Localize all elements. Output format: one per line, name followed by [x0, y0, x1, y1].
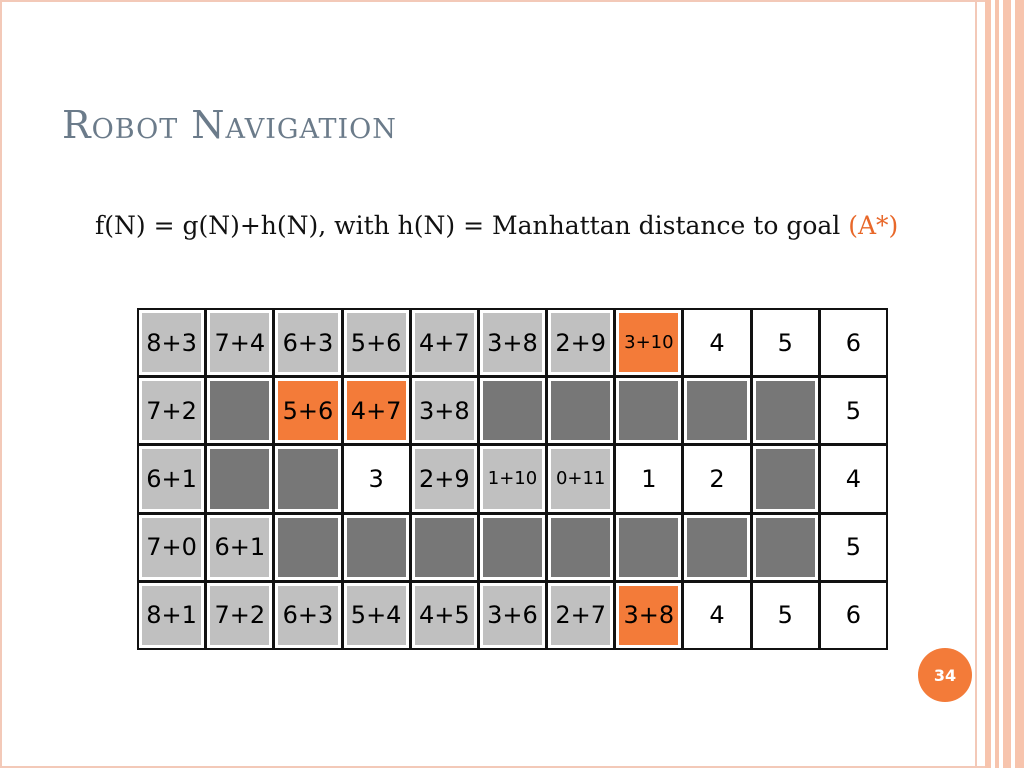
grid-cell-value: 5+4: [347, 586, 406, 645]
grid-cell-value: [687, 381, 746, 440]
decorative-stripes: [985, 0, 1024, 768]
grid-cell-value: 2+9: [551, 313, 610, 372]
grid-cell-value: 4: [687, 586, 746, 645]
grid-cell: [480, 310, 545, 375]
grid-cell: [616, 378, 681, 443]
grid-cell-value: 6+1: [142, 449, 201, 508]
grid-cell-value: 3+8: [483, 313, 542, 372]
grid-cell-value: 4+7: [347, 381, 406, 440]
subtitle-text: f(N) = g(N)+h(N), with h(N) = Manhattan distance to goal: [95, 211, 841, 240]
grid-cell: [480, 446, 545, 511]
grid-cell: [207, 378, 272, 443]
grid-cell-value: 0+11: [551, 449, 610, 508]
grid-cell: [684, 310, 749, 375]
grid-cell-value: 7+2: [142, 381, 201, 440]
grid-cell-value: 8+3: [142, 313, 201, 372]
grid-cell-value: 6+3: [278, 313, 337, 372]
grid-cell: [616, 446, 681, 511]
grid-cell: [548, 583, 613, 648]
stripe: [1015, 0, 1024, 768]
grid-cell-value: [756, 518, 815, 577]
grid-cell: [139, 583, 204, 648]
grid-cell-value: [347, 518, 406, 577]
grid-cell: [412, 310, 477, 375]
grid-cell-value: 1: [619, 449, 678, 508]
grid-cell-value: 3+10: [619, 313, 678, 372]
grid-cell: [821, 583, 886, 648]
grid-cell: [821, 310, 886, 375]
frame-top: [0, 0, 985, 2]
grid-cell: [616, 310, 681, 375]
grid-cell-value: [483, 381, 542, 440]
grid-cell: [207, 310, 272, 375]
grid-cell: [684, 583, 749, 648]
grid-cell: [480, 515, 545, 580]
slide-title: Robot Navigation: [62, 103, 397, 147]
subtitle: [95, 208, 945, 244]
grid-cell: [139, 515, 204, 580]
grid-cell-value: 4+7: [415, 313, 474, 372]
grid-cell: [344, 583, 409, 648]
grid-cell: [344, 310, 409, 375]
grid-cell-value: 3: [347, 449, 406, 508]
grid-cell-value: [278, 449, 337, 508]
grid-cell-value: [483, 518, 542, 577]
page-number-badge: 34: [918, 648, 972, 702]
grid-cell-value: 7+2: [210, 586, 269, 645]
grid-cell-value: [278, 518, 337, 577]
grid-cell: [275, 310, 340, 375]
grid-cell: [139, 310, 204, 375]
grid-cell-value: 2+9: [415, 449, 474, 508]
grid-cell-value: [551, 381, 610, 440]
grid-cell: [548, 446, 613, 511]
subtitle-highlight: (A*): [848, 211, 899, 240]
grid-cell-value: 4: [824, 449, 883, 508]
grid-cell: [753, 515, 818, 580]
grid-cell: [344, 378, 409, 443]
grid-cell-value: 6: [824, 313, 883, 372]
grid-cell: [412, 378, 477, 443]
grid-cell-value: 5+6: [278, 381, 337, 440]
grid-cell-value: 6+3: [278, 586, 337, 645]
frame-left: [0, 0, 2, 768]
grid-cell-value: [210, 449, 269, 508]
grid-cell-value: 3+8: [619, 586, 678, 645]
grid-cell: [207, 515, 272, 580]
grid-cell: [684, 515, 749, 580]
grid-cell-value: 3+8: [415, 381, 474, 440]
grid-cell-value: 6: [824, 586, 883, 645]
stripe: [985, 0, 991, 768]
grid-cell: [548, 310, 613, 375]
grid-cell-value: [210, 381, 269, 440]
grid-cell-value: 4: [687, 313, 746, 372]
grid-cell: [207, 446, 272, 511]
grid-cell-value: 4+5: [415, 586, 474, 645]
grid-cell-value: [619, 381, 678, 440]
grid-cell: [548, 515, 613, 580]
grid-cell: [275, 583, 340, 648]
grid-cell-value: [415, 518, 474, 577]
grid-cell-value: 8+1: [142, 586, 201, 645]
grid-cell: [275, 378, 340, 443]
grid-cell: [821, 378, 886, 443]
grid-cell: [139, 446, 204, 511]
grid-cell: [412, 583, 477, 648]
frame-right: [975, 0, 977, 768]
grid-cell: [684, 446, 749, 511]
grid-cell-value: 6+1: [210, 518, 269, 577]
grid-cell: [480, 378, 545, 443]
grid-cell: [821, 515, 886, 580]
grid-cell: [344, 446, 409, 511]
grid-cell: [548, 378, 613, 443]
grid-cell: [821, 446, 886, 511]
grid-cell-value: [687, 518, 746, 577]
grid-cell-value: 1+10: [483, 449, 542, 508]
grid-cell: [412, 446, 477, 511]
grid-cell-value: 5: [756, 313, 815, 372]
grid-cell-value: 5+6: [347, 313, 406, 372]
grid-cell-value: 7+4: [210, 313, 269, 372]
grid-cell: [753, 583, 818, 648]
grid-cell-value: 5: [756, 586, 815, 645]
grid-cell-value: 5: [824, 381, 883, 440]
grid-cell-value: [756, 449, 815, 508]
grid-cell-value: 2: [687, 449, 746, 508]
grid-cell: [139, 378, 204, 443]
grid-cell: [344, 515, 409, 580]
grid-cell: [753, 310, 818, 375]
grid-cell-value: 3+6: [483, 586, 542, 645]
grid-cell: [480, 583, 545, 648]
grid-cell: [412, 515, 477, 580]
grid-cell: [275, 446, 340, 511]
grid-cell-value: [551, 518, 610, 577]
grid-cell-value: [619, 518, 678, 577]
grid-cell: [753, 378, 818, 443]
stripe: [995, 0, 999, 768]
stripe: [1003, 0, 1011, 768]
navigation-grid: [137, 308, 888, 650]
grid-cell: [616, 515, 681, 580]
grid-cell-value: [756, 381, 815, 440]
grid-cell-value: 2+7: [551, 586, 610, 645]
grid-cell: [207, 583, 272, 648]
grid-cell: [684, 378, 749, 443]
grid-cell: [275, 515, 340, 580]
grid-cell-value: 7+0: [142, 518, 201, 577]
grid-cell: [753, 446, 818, 511]
grid-cell: [616, 583, 681, 648]
grid-cell-value: 5: [824, 518, 883, 577]
